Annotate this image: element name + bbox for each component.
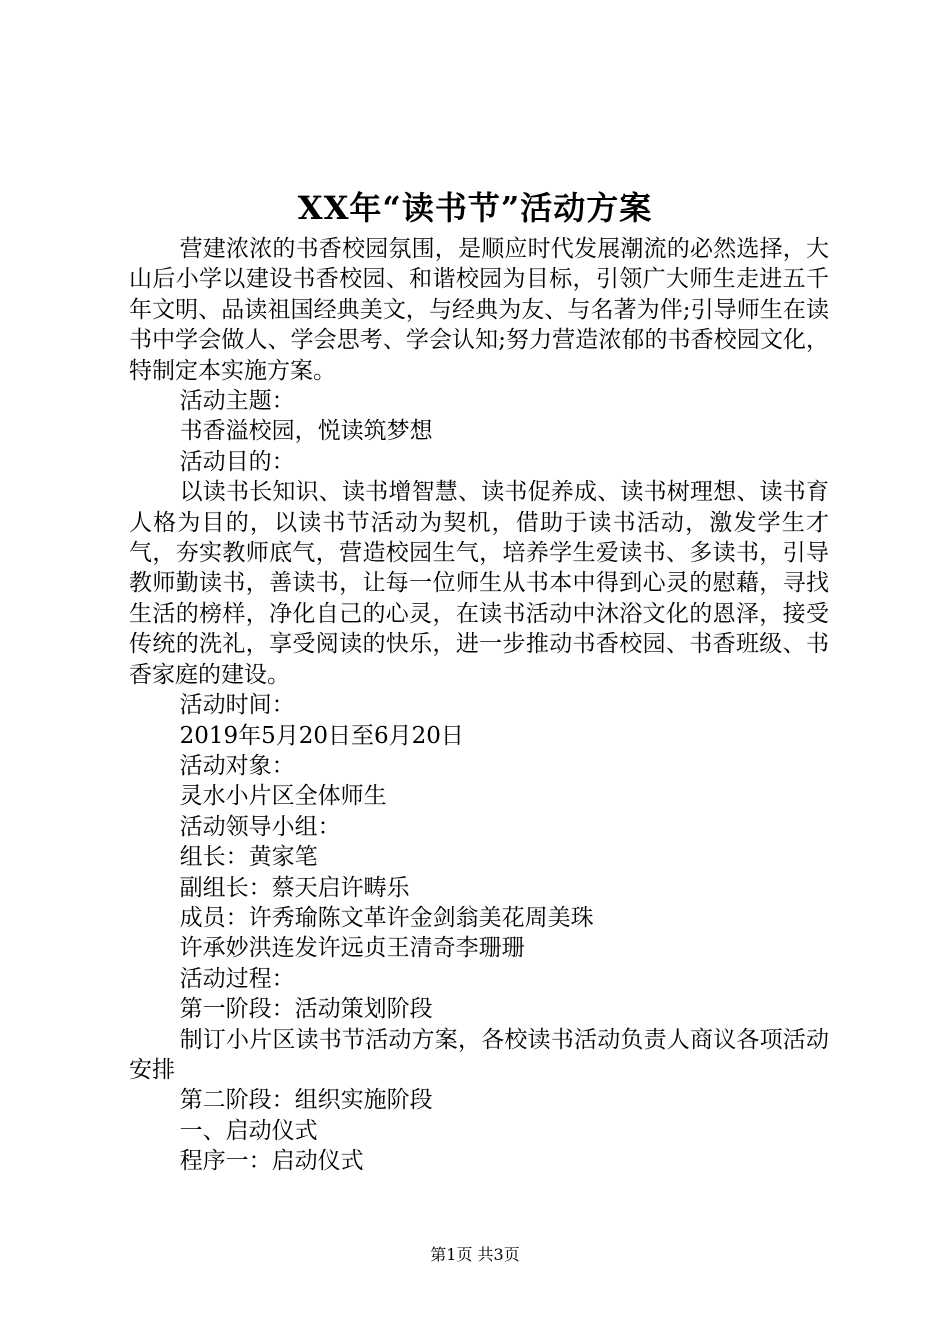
paragraph-leader: 组长：黄家笔 [179, 844, 318, 871]
heading-purpose: 活动目的： [179, 448, 295, 475]
heading-process: 活动过程： [179, 965, 295, 992]
document-body [129, 234, 829, 1177]
paragraph-intro: 营建浓浓的书香校园氛围，是顺应时代发展潮流的必然选择，大山后小学以建设书香校园、和谐校园为目标，引领广大师生走进五千年文明、品读祖国经典美文，与经典为友、与名著为伴;引导师生在读书中学会做人、学会思考、学会认知;努力营造浓郁的书香校园文化，特制定本实施方案。 [129, 236, 829, 384]
page-number-footer: 第1页 共3页 [430, 1245, 520, 1264]
paragraph-theme: 书香溢校园，悦读筑梦想 [179, 418, 433, 445]
paragraph-procedure-one: 程序一：启动仪式 [179, 1148, 364, 1175]
heading-leadership: 活动领导小组： [179, 813, 341, 840]
heading-audience: 活动对象： [179, 752, 295, 779]
heading-time: 活动时间： [179, 692, 295, 719]
heading-theme: 活动主题： [179, 388, 295, 415]
paragraph-members: 成员：许秀瑜陈文革许金剑翁美花周美珠 [179, 904, 594, 931]
heading-launch-ceremony: 一、启动仪式 [179, 1117, 318, 1144]
paragraph-purpose: 以读书长知识、读书增智慧、读书促养成、读书树理想、读书育人格为目的，以读书节活动为契机，借助于读书活动，激发学生才气，夯实教师底气，营造校园生气，培养学生爱读书、多读书，引导教师勤读书，善读书，让每一位师生从书本中得到心灵的慰藉，寻找生活的榜样，净化自己的心灵，在读书活动中沐浴文化的恩泽，接受传统的洗礼，享受阅读的快乐，进一步推动书香校园、书香班级、书香家庭的建设。 [129, 479, 829, 688]
paragraph-deputy-leader: 副组长：蔡天启许畴乐 [179, 874, 410, 901]
heading-stage-two: 第二阶段：组织实施阶段 [179, 1087, 433, 1114]
paragraph-time: 2019年5月20日至6月20日 [179, 722, 464, 749]
paragraph-audience: 灵水小片区全体师生 [179, 783, 387, 810]
paragraph-members-continued: 许承妙洪连发许远贞王清奇李珊珊 [179, 935, 525, 962]
heading-stage-one: 第一阶段：活动策划阶段 [179, 996, 433, 1023]
document-title: XX年“读书节”活动方案 [297, 189, 653, 227]
paragraph-stage-one: 制订小片区读书节活动方案，各校读书活动负责人商议各项活动安排 [129, 1026, 829, 1083]
